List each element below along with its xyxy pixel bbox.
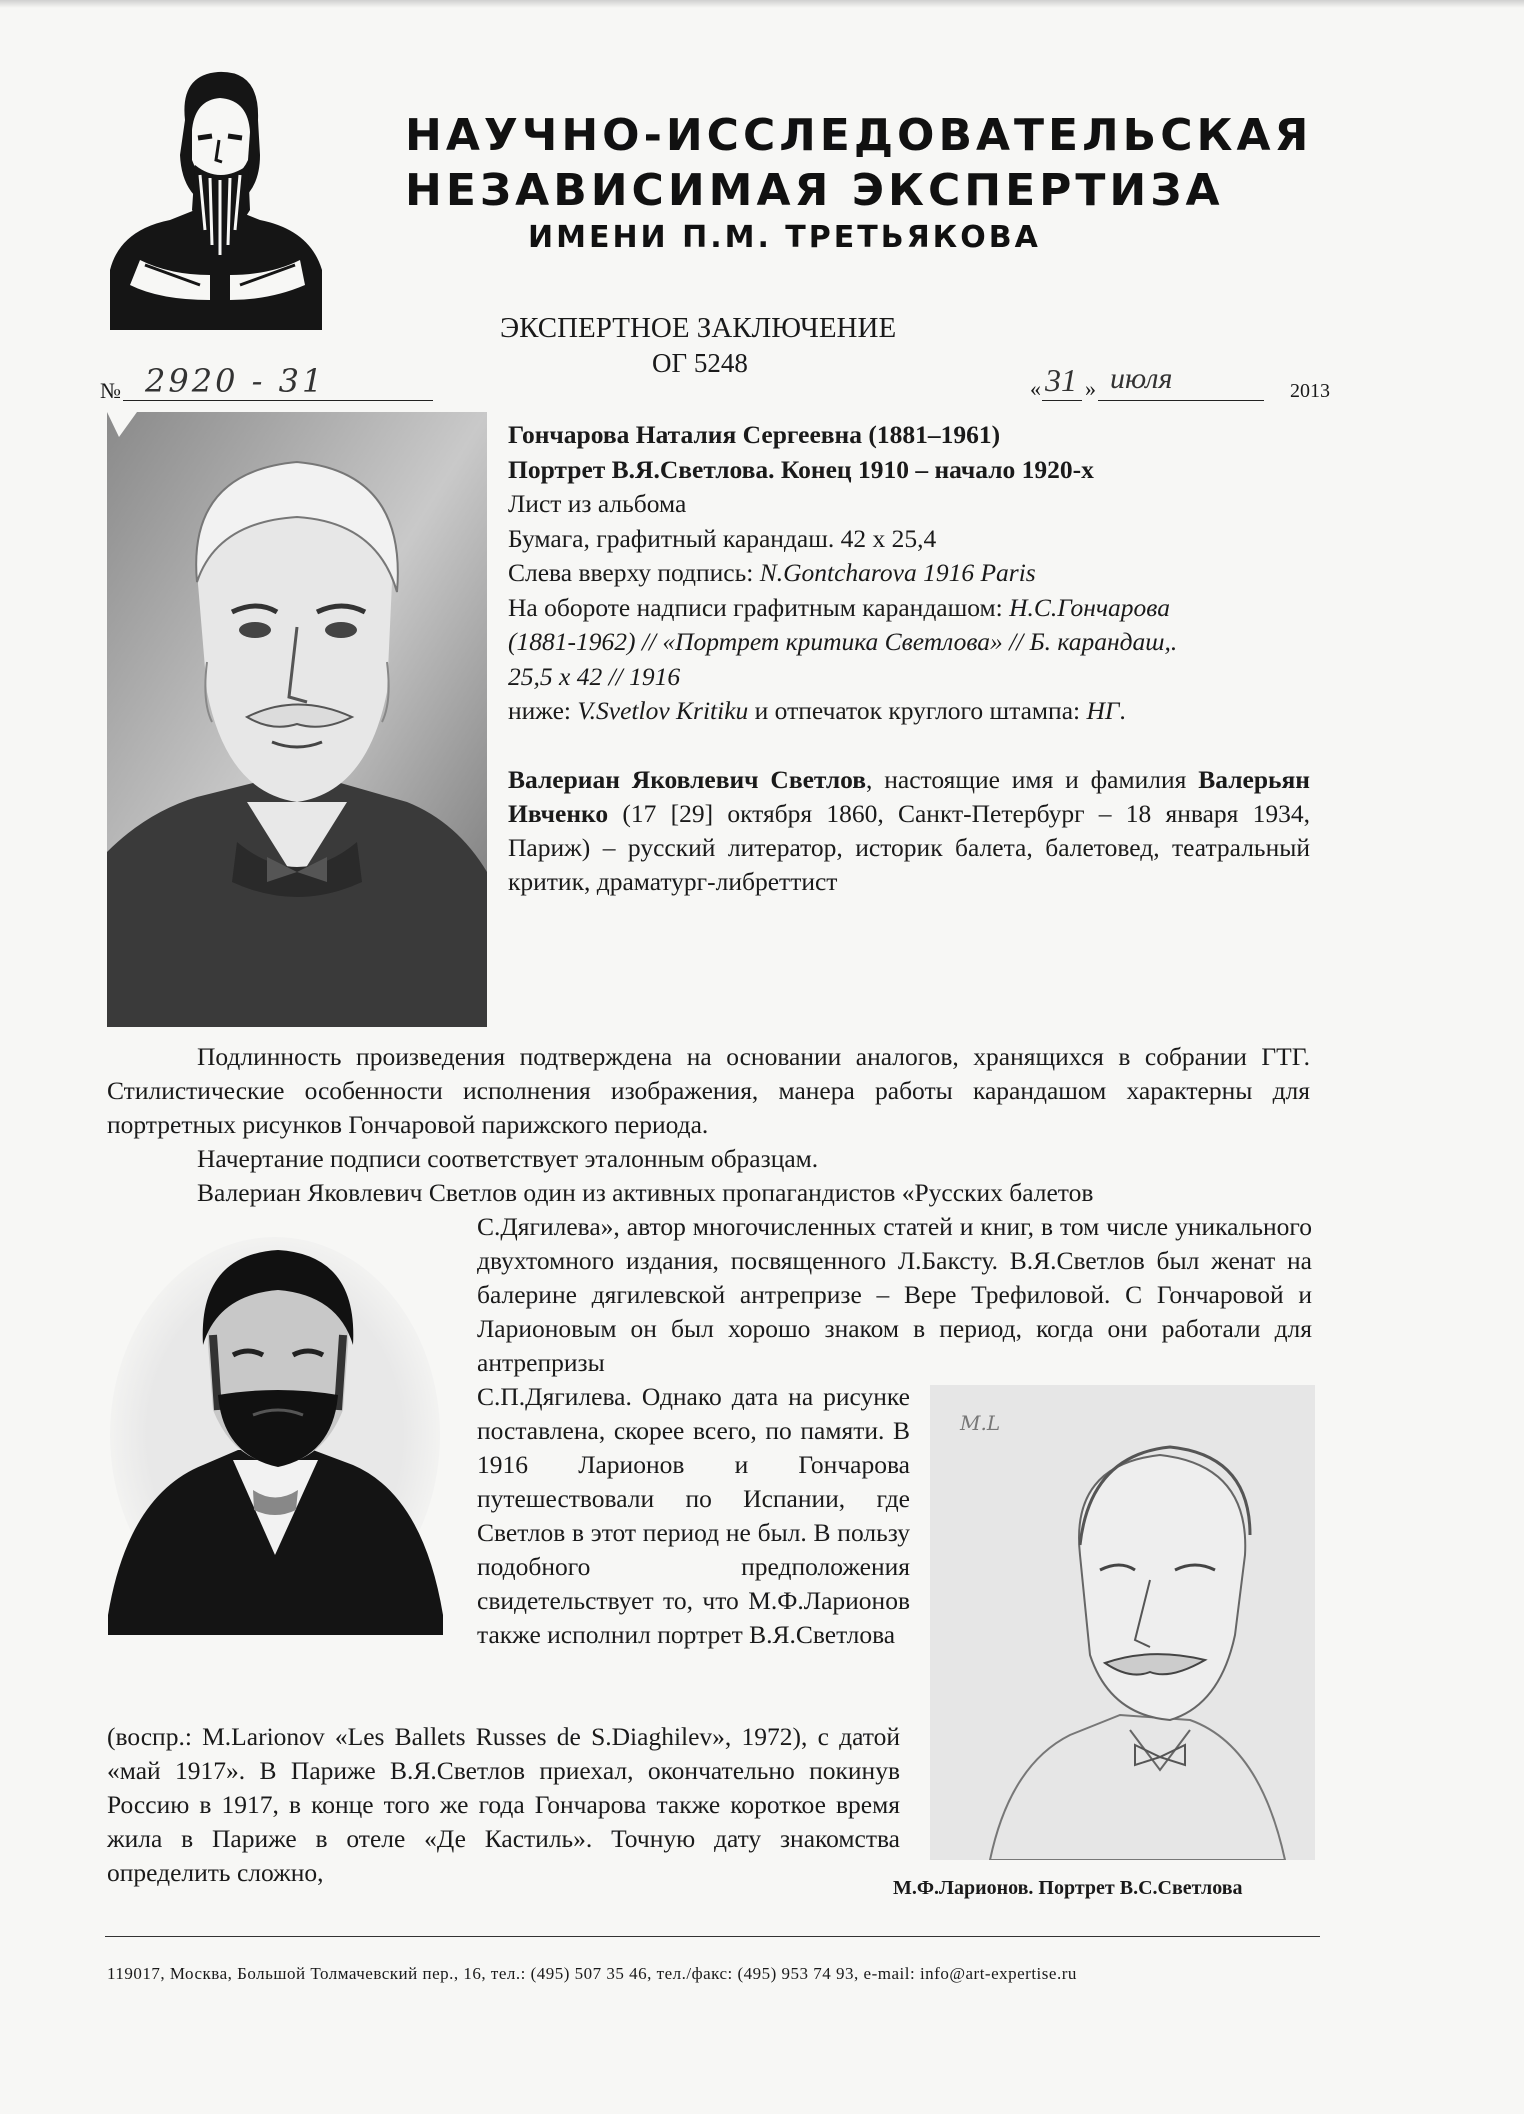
signature-value: N.Gontcharova 1916 Paris xyxy=(759,558,1036,587)
date-month-underline xyxy=(1098,400,1264,401)
artwork-below-inscription xyxy=(508,694,1318,729)
reverse-value-2: (1881-1962) // «Портрет критика Светлова» // Б. карандаш,. xyxy=(508,627,1178,656)
org-name-line3: ИМЕНИ П.М. ТРЕТЬЯКОВА xyxy=(528,220,1041,255)
bio-text2: (17 [29] октября 1860, Санкт-Петербург – 18 января 1934, Париж) – русский литератор, историк балета, балетовед, театральный критик, драматург-либреттист xyxy=(508,799,1310,896)
bio-text1: , настоящие имя и фамилия xyxy=(866,765,1199,794)
paragraph-svetlov-narrow: С.П.Дягилева. Однако дата на рисунке поставлена, скорее всего, по памяти. В 1916 Ларионов и Гончарова путешествовали по Испании, где Светлов в этот период не был. В пользу подобного предположения свидетельствует то, что М.Ф.Ларионов также исполнил портрет В.Я.Светлова xyxy=(477,1382,910,1649)
tretyakov-portrait-logo xyxy=(100,60,330,330)
paragraph-signature: Начертание подписи соответствует эталонным образцам. xyxy=(197,1144,819,1173)
signature-label: Слева вверху подпись: xyxy=(508,558,760,587)
footer-divider xyxy=(105,1936,1320,1937)
reverse-value-1: Н.С.Гончарова xyxy=(1009,592,1170,622)
larionov-sketch-initials: M.L xyxy=(960,1411,1001,1435)
paragraph-svetlov-line1: Валериан Яковлевич Светлов один из активных пропагандистов «Русских балетов xyxy=(197,1178,1094,1207)
artwork-medium: Бумага, графитный карандаш. 42 х 25,4 xyxy=(508,523,937,553)
stamp-end: . xyxy=(1119,696,1126,725)
date-close-quote: » xyxy=(1085,376,1096,401)
below-value: V.Svetlov Kritiku xyxy=(577,696,749,725)
number-label: № xyxy=(100,378,121,403)
org-name-line2: НЕЗАВИСИМАЯ ЭКСПЕРТИЗА xyxy=(405,165,1224,216)
svetlov-photo xyxy=(108,1235,443,1635)
date-day-underline xyxy=(1042,400,1082,401)
artwork-artist: Гончарова Наталия Сергеевна (1881–1961) xyxy=(508,420,1001,449)
larionov-caption: М.Ф.Ларионов. Портрет В.С.Светлова xyxy=(893,1877,1243,1899)
footer-address: 119017, Москва, Большой Толмачевский пер., 16, тел.: (495) 507 35 46, тел./факс: (495) 953 74 93, e-mail: info@art-expertise.ru xyxy=(107,1964,1077,1983)
date-month-handwritten: июля xyxy=(1110,362,1173,395)
reverse-value-3: 25,5 х 42 // 1916 xyxy=(508,661,681,691)
bio-real-name: Валерьян Ивченко xyxy=(508,765,1310,828)
org-name-line1: НАУЧНО-ИССЛЕДОВАТЕЛЬСКАЯ xyxy=(405,110,1313,161)
scan-edge xyxy=(0,0,1524,8)
svetlov-bio xyxy=(508,763,1310,899)
bio-name: Валериан Яковлевич Светлов xyxy=(508,765,867,794)
paragraph-svetlov-column: С.Дягилева», автор многочисленных статей и книг, в том числе уникального двухтомного издания, посвященного Л.Баксту. В.Я.Светлов был женат на балерине дягилевской антрепризе – Вере Трефиловой. С Гончаровой и Ларионовым он был хорошо знаком в период, когда они работали для антрепризы xyxy=(477,1212,1312,1377)
reverse-label: На обороте надписи графитным карандашом: xyxy=(508,592,1010,622)
document-code: ОГ 5248 xyxy=(652,348,748,378)
stamp-label: и отпечаток круглого штампа: xyxy=(748,696,1087,725)
stamp-value: НГ xyxy=(1086,696,1120,725)
paragraph-authenticity: Подлинность произведения подтверждена на основании аналогов, хранящихся в собрании ГТГ. Стилистические особенности исполнения изображения, манера работы карандашом характерны для портретных рисунков Гончаровой парижского периода. xyxy=(107,1042,1310,1139)
artwork-type: Лист из альбома xyxy=(508,489,687,518)
number-underline xyxy=(123,400,433,401)
date-open-quote: « xyxy=(1030,376,1041,401)
document-title: ЭКСПЕРТНОЕ ЗАКЛЮЧЕНИЕ xyxy=(500,312,897,344)
date-day-handwritten: 31 xyxy=(1045,362,1077,398)
larionov-portrait-drawing xyxy=(930,1385,1315,1860)
artwork-title: Портрет В.Я.Светлова. Конец 1910 – начало 1920-х xyxy=(508,454,1094,484)
paragraph-svetlov-tail: (воспр.: M.Larionov «Les Ballets Russes de S.Diaghilev», 1972), с датой «май 1917». В Париже В.Я.Светлов приехал, окончательно покинув Россию в 1917, в конце того же года Гончарова также короткое время жила в Париже в отеле «Де Кастиль». Точную дату знакомства определить сложно, xyxy=(107,1722,900,1887)
artwork-info xyxy=(508,418,1318,729)
number-handwritten: 2920 - 31 xyxy=(145,362,326,400)
goncharova-portrait-drawing xyxy=(107,412,487,1027)
below-label: ниже: xyxy=(508,696,578,725)
artwork-signature xyxy=(508,556,1318,591)
date-year: 2013 xyxy=(1290,380,1330,402)
artwork-reverse-inscriptions xyxy=(508,591,1318,695)
